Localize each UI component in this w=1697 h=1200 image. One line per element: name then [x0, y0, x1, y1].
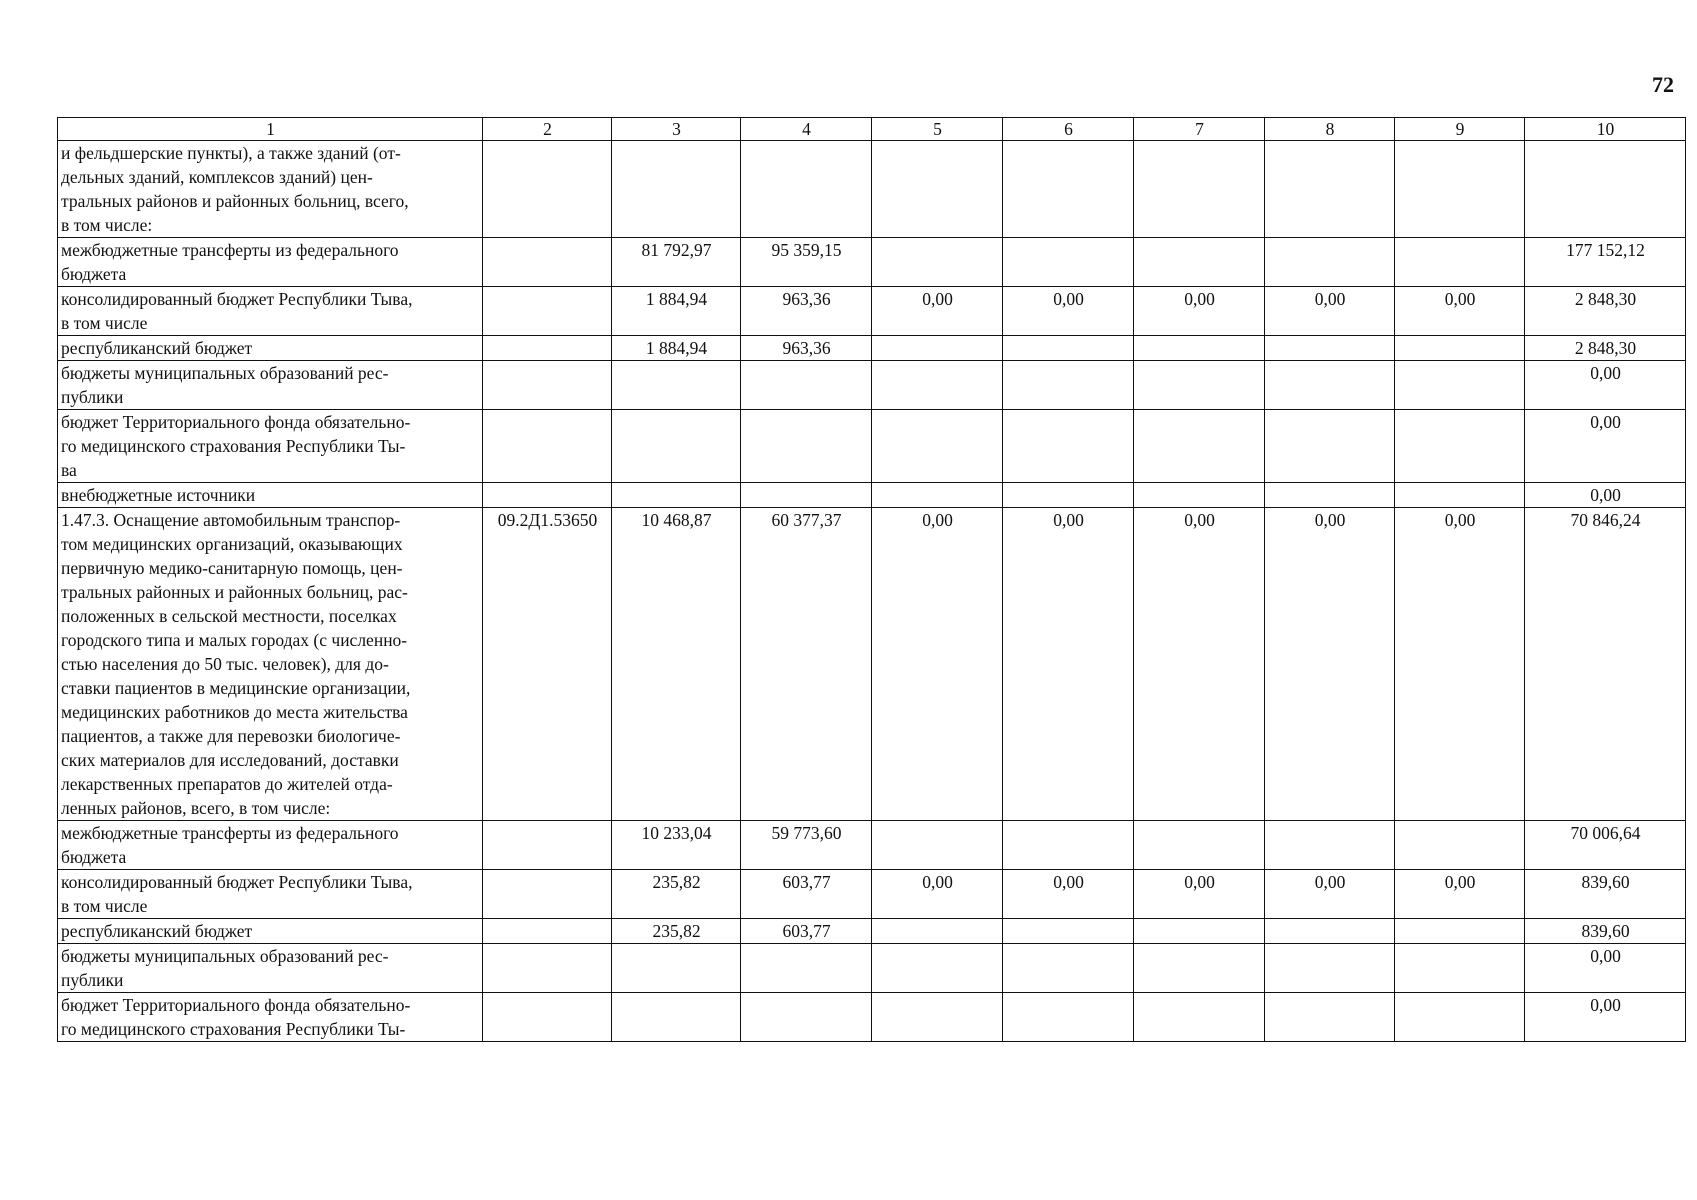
value-cell: 963,36: [741, 287, 872, 336]
value-cell: [1265, 821, 1395, 870]
column-header: 2: [483, 118, 612, 141]
value-cell: [1265, 361, 1395, 410]
value-cell: 0,00: [1003, 870, 1134, 919]
value-cell: [1003, 336, 1134, 361]
row-code: [483, 993, 612, 1042]
row-code: [483, 870, 612, 919]
value-cell: 0,00: [1525, 483, 1686, 508]
value-cell: 0,00: [1134, 287, 1265, 336]
value-cell: [1134, 361, 1265, 410]
value-cell: 0,00: [1265, 287, 1395, 336]
value-cell: [741, 410, 872, 483]
value-cell: [1265, 944, 1395, 993]
table-row: [58, 410, 1686, 483]
value-cell: [741, 993, 872, 1042]
value-cell: [1003, 483, 1134, 508]
row-code: [483, 141, 612, 238]
value-cell: 0,00: [1525, 993, 1686, 1042]
row-description: бюджеты муниципальных образований рес- публики: [58, 361, 483, 410]
value-cell: 10 233,04: [612, 821, 741, 870]
value-cell: [872, 993, 1003, 1042]
value-cell: [1003, 821, 1134, 870]
value-cell: [1395, 483, 1525, 508]
row-description: межбюджетные трансферты из федерального бюджета: [58, 821, 483, 870]
value-cell: 2 848,30: [1525, 287, 1686, 336]
value-cell: [1395, 238, 1525, 287]
row-code: 09.2Д1.53650: [483, 508, 612, 821]
value-cell: [1265, 238, 1395, 287]
value-cell: 1 884,94: [612, 336, 741, 361]
value-cell: 0,00: [1003, 508, 1134, 821]
value-cell: 0,00: [1395, 287, 1525, 336]
column-header: 8: [1265, 118, 1395, 141]
table-row: [58, 361, 1686, 410]
table-row: [58, 483, 1686, 508]
row-code: [483, 821, 612, 870]
table-header-row: [58, 118, 1686, 141]
value-cell: 10 468,87: [612, 508, 741, 821]
row-description: внебюджетные источники: [58, 483, 483, 508]
value-cell: 59 773,60: [741, 821, 872, 870]
value-cell: [1265, 410, 1395, 483]
value-cell: 603,77: [741, 919, 872, 944]
value-cell: 839,60: [1525, 919, 1686, 944]
value-cell: [612, 483, 741, 508]
value-cell: [741, 944, 872, 993]
value-cell: [872, 361, 1003, 410]
value-cell: [1003, 361, 1134, 410]
value-cell: 0,00: [872, 870, 1003, 919]
table-row: [58, 508, 1686, 821]
value-cell: 0,00: [1134, 870, 1265, 919]
value-cell: [872, 141, 1003, 238]
table-row: [58, 336, 1686, 361]
value-cell: 70 846,24: [1525, 508, 1686, 821]
row-code: [483, 944, 612, 993]
row-code: [483, 919, 612, 944]
row-description: бюджет Территориального фонда обязательно- го медицинского страхования Республики Ты- ва: [58, 410, 483, 483]
row-description: бюджеты муниципальных образований рес- публики: [58, 944, 483, 993]
column-header: 3: [612, 118, 741, 141]
row-code: [483, 483, 612, 508]
row-code: [483, 410, 612, 483]
value-cell: 2 848,30: [1525, 336, 1686, 361]
row-code: [483, 336, 612, 361]
value-cell: [612, 993, 741, 1042]
value-cell: [1395, 410, 1525, 483]
value-cell: [741, 141, 872, 238]
value-cell: [872, 944, 1003, 993]
value-cell: 235,82: [612, 919, 741, 944]
value-cell: [1395, 993, 1525, 1042]
value-cell: 963,36: [741, 336, 872, 361]
row-description: консолидированный бюджет Республики Тыва, в том числе: [58, 287, 483, 336]
value-cell: 0,00: [1003, 287, 1134, 336]
page-number: 72: [1652, 72, 1674, 97]
value-cell: [741, 361, 872, 410]
row-description: бюджет Территориального фонда обязательно- го медицинского страхования Республики Ты-: [58, 993, 483, 1042]
value-cell: [1395, 336, 1525, 361]
table-row: [58, 238, 1686, 287]
value-cell: 0,00: [1395, 870, 1525, 919]
value-cell: 70 006,64: [1525, 821, 1686, 870]
value-cell: [1003, 141, 1134, 238]
column-header: 10: [1525, 118, 1686, 141]
value-cell: [1134, 944, 1265, 993]
value-cell: [1395, 919, 1525, 944]
value-cell: [1134, 141, 1265, 238]
value-cell: [612, 141, 741, 238]
value-cell: 1 884,94: [612, 287, 741, 336]
value-cell: [1134, 483, 1265, 508]
value-cell: [872, 238, 1003, 287]
column-header: 5: [872, 118, 1003, 141]
row-code: [483, 238, 612, 287]
value-cell: [1395, 821, 1525, 870]
value-cell: 60 377,37: [741, 508, 872, 821]
value-cell: 0,00: [1525, 361, 1686, 410]
value-cell: 177 152,12: [1525, 238, 1686, 287]
value-cell: [1134, 821, 1265, 870]
value-cell: 0,00: [872, 287, 1003, 336]
value-cell: [872, 919, 1003, 944]
value-cell: 839,60: [1525, 870, 1686, 919]
column-header: 1: [58, 118, 483, 141]
value-cell: [1265, 919, 1395, 944]
value-cell: [872, 336, 1003, 361]
value-cell: 0,00: [872, 508, 1003, 821]
value-cell: 0,00: [1265, 508, 1395, 821]
row-code: [483, 287, 612, 336]
column-header: 9: [1395, 118, 1525, 141]
value-cell: 95 359,15: [741, 238, 872, 287]
value-cell: 0,00: [1525, 410, 1686, 483]
value-cell: [1003, 993, 1134, 1042]
value-cell: [1395, 141, 1525, 238]
value-cell: 603,77: [741, 870, 872, 919]
value-cell: 0,00: [1395, 508, 1525, 821]
column-header: 7: [1134, 118, 1265, 141]
value-cell: 0,00: [1525, 944, 1686, 993]
table-row: [58, 141, 1686, 238]
value-cell: 0,00: [1265, 870, 1395, 919]
value-cell: [741, 483, 872, 508]
table-row: [58, 993, 1686, 1042]
row-description: и фельдшерские пункты), а также зданий (от- дельных зданий, комплексов зданий) цен- тральных районов и районных больниц, всего, в том числе:: [58, 141, 483, 238]
row-description: межбюджетные трансферты из федерального бюджета: [58, 238, 483, 287]
value-cell: [1134, 993, 1265, 1042]
value-cell: [1003, 944, 1134, 993]
value-cell: 0,00: [1134, 508, 1265, 821]
table-row: [58, 870, 1686, 919]
value-cell: [612, 410, 741, 483]
table-row: [58, 919, 1686, 944]
value-cell: [1134, 238, 1265, 287]
value-cell: [1265, 336, 1395, 361]
value-cell: [1395, 361, 1525, 410]
value-cell: [612, 361, 741, 410]
value-cell: 81 792,97: [612, 238, 741, 287]
value-cell: [1003, 919, 1134, 944]
value-cell: [1525, 141, 1686, 238]
column-header: 6: [1003, 118, 1134, 141]
table-row: [58, 287, 1686, 336]
value-cell: [612, 944, 741, 993]
value-cell: [1265, 993, 1395, 1042]
row-description: республиканский бюджет: [58, 336, 483, 361]
value-cell: [1134, 410, 1265, 483]
row-code: [483, 361, 612, 410]
value-cell: [1003, 238, 1134, 287]
column-header: 4: [741, 118, 872, 141]
value-cell: [1003, 410, 1134, 483]
table-row: [58, 944, 1686, 993]
budget-table: [57, 117, 1686, 1042]
value-cell: [1134, 919, 1265, 944]
value-cell: [872, 410, 1003, 483]
row-description: консолидированный бюджет Республики Тыва, в том числе: [58, 870, 483, 919]
row-description: 1.47.3. Оснащение автомобильным транспор- том медицинских организаций, оказывающих первичную медико-санитарную помощь, цен- тральных районных и районных больниц, рас- положенных в сельской местности, поселках городского типа и малых городах (с численно- стью населения до 50 тыс. человек), для до- ставки пациентов в медицинские организации, медицинских работников до места жительства пациентов, а также для перевозки биологиче- ских материалов для исследований, доставки лекарственных препаратов до жителей отда- ленных районов, всего, в том числе:: [58, 508, 483, 821]
value-cell: [872, 821, 1003, 870]
value-cell: [1265, 141, 1395, 238]
value-cell: [1265, 483, 1395, 508]
value-cell: [1395, 944, 1525, 993]
value-cell: [1134, 336, 1265, 361]
row-description: республиканский бюджет: [58, 919, 483, 944]
value-cell: [872, 483, 1003, 508]
table-row: [58, 821, 1686, 870]
value-cell: 235,82: [612, 870, 741, 919]
